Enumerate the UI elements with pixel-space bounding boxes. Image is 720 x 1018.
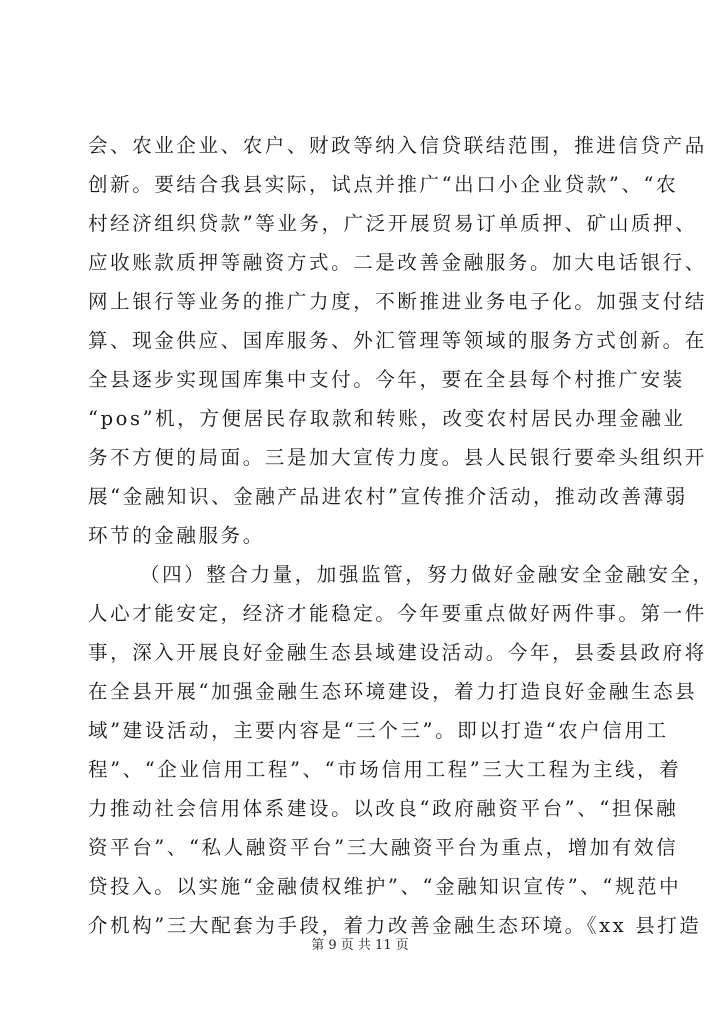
body-text-line: 程”、“企业信用工程”、“市场信用工程”三大工程为主线，着 bbox=[88, 758, 682, 781]
body-text-line: 力推动社会信用体系建设。以改良“政府融资平台”、“担保融 bbox=[88, 797, 679, 820]
body-text-line: 域”建设活动，主要内容是“三个三”。即以打造“农户信用工 bbox=[88, 719, 669, 742]
body-text-line: 务不方便的局面。三是加大宣传力度。县人民银行要牵头组织开 bbox=[88, 446, 707, 469]
body-text-line: 介机构”三大配套为手段，着力改善金融生态环境。《xx 县打造 bbox=[88, 914, 702, 937]
page-number-footer: 第 9 页 共 11 页 bbox=[311, 938, 409, 953]
body-text-line: 在全县开展“加强金融生态环境建设，着力打造良好金融生态县 bbox=[88, 680, 698, 703]
body-text-line: 环节的金融服务。 bbox=[88, 524, 265, 547]
body-text-line: 会、农业企业、农户、财政等纳入信贷联结范围，推进信贷产品 bbox=[88, 134, 707, 157]
body-text-line: 应收账款质押等融资方式。二是改善金融服务。加大电话银行、 bbox=[88, 251, 707, 274]
body-text-line: 资平台”、“私人融资平台”三大融资平台为重点，增加有效信 bbox=[88, 836, 679, 859]
body-text-line: “pos”机，方便居民存取款和转账，改变农村居民办理金融业 bbox=[88, 407, 686, 430]
body-text-line: 人心才能安定，经济才能稳定。今年要重点做好两件事。第一件 bbox=[88, 602, 707, 625]
body-text-line: 贷投入。以实施“金融债权维护”、“金融知识宣传”、“规范中 bbox=[88, 875, 682, 898]
body-text-line: 网上银行等业务的推广力度，不断推进业务电子化。加强支付结 bbox=[88, 290, 707, 313]
body-text-line: 全县逐步实现国库集中支付。今年，要在全县每个村推广安装 bbox=[88, 368, 685, 391]
body-text-line: 算、现金供应、国库服务、外汇管理等领域的服务方式创新。在 bbox=[88, 329, 707, 352]
body-text-line: 创新。要结合我县实际，试点并推广“出口小企业贷款”、“农 bbox=[88, 173, 679, 196]
section-heading-line: （四）整合力量，加强监管，努力做好金融安全金融安全， bbox=[140, 563, 715, 586]
body-text-line: 村经济组织贷款”等业务，广泛开展贸易订单质押、矿山质押、 bbox=[88, 212, 698, 235]
body-text-line: 展“金融知识、金融产品进农村”宣传推介活动，推动改善薄弱 bbox=[88, 485, 688, 508]
body-text-line: 事，深入开展良好金融生态县域建设活动。今年，县委县政府将 bbox=[88, 641, 707, 664]
